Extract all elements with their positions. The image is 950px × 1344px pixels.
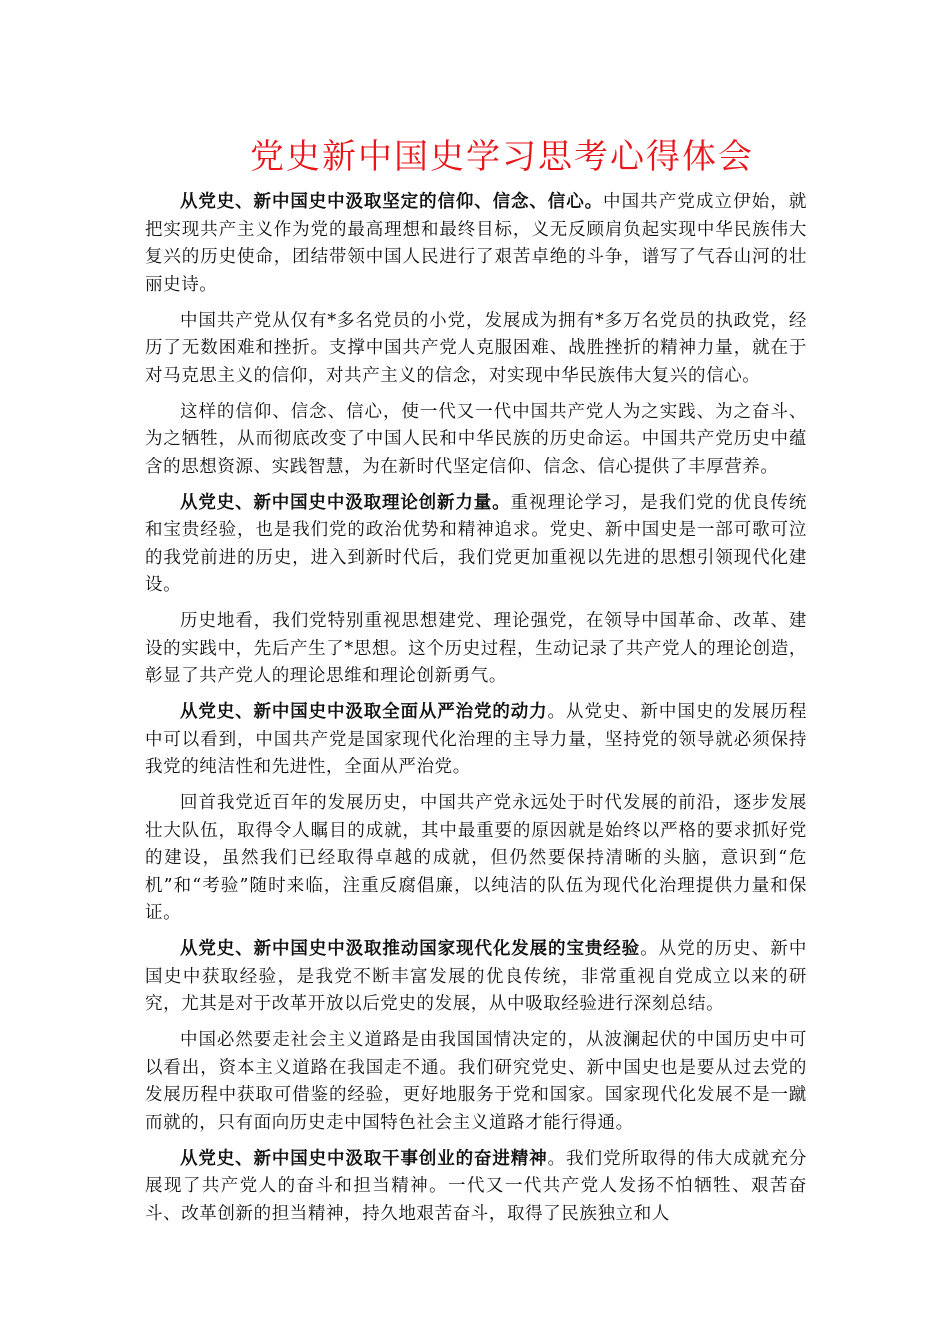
paragraph-text: 中国共产党从仅有*多名党员的小党，发展成为拥有*多万名党员的执政党，经历了无数困难和挫折。支撑中国共产党人克服困难、战胜挫折的精神力量，就在于对马克思主义的信仰，对共产主义的信念，对实现中华民族伟大复兴的信心。 <box>145 310 807 386</box>
paragraph-text: 。我们党所取得的伟大成就充分展现了共产党人的奋斗和担当精神。一代又一代共产党人发扬不怕牺牲、艰苦奋斗、改革创新的担当精神，持久地艰苦奋斗，取得了民族独立和人 <box>145 1148 807 1224</box>
paragraph-lead: 从党史、新中国史中汲取干事创业的奋进精神 <box>180 1148 548 1169</box>
paragraph-5 <box>145 608 807 691</box>
paragraph-lead: 从党史、新中国史中汲取坚定的信仰、信念、信心。 <box>180 192 603 212</box>
document-title: 党史新中国史学习思考心得体会 <box>250 137 754 177</box>
paragraph-text: 中国必然要走社会主义道路是由我国国情决定的，从波澜起伏的中国历史中可以看出，资本主义道路在我国走不通。我们研究党史、新中国史也是要从过去党的发展历程中获取可借鉴的经验，更好地服务于党和国家。国家现代化发展不是一蹴而就的，只有面向历史走中国特色社会主义道路才能行得通。 <box>145 1030 807 1133</box>
paragraph-2 <box>145 308 807 391</box>
paragraph-text: 。从党史、新中国史的发展历程中可以看到，中国共产党是国家现代化治理的主导力量，坚持党的领导就必须保持我党的纯洁性和先进性，全面从严治党。 <box>145 702 807 777</box>
paragraph-4 <box>145 490 807 600</box>
paragraph-text: 。从党的历史、新中国史中获取经验，是我党不断丰富发展的优良传统，非常重视自党成立以来的研究，尤其是对于改革开放以后党史的发展，从中吸取经验进行深刻总结。 <box>145 939 808 1014</box>
paragraph-10 <box>145 1146 807 1229</box>
paragraph-text: 重视理论学习，是我们党的优良传统和宝贵经验，也是我们党的政治优势和精神追求。党史、新中国史是一部可歌可泣的我党前进的历史，进入到新时代后，我们党更加重视以先进的思想引领现代化建设。 <box>145 492 807 595</box>
paragraph-lead: 从党史、新中国史中汲取推动国家现代化发展的宝贵经验 <box>180 939 641 959</box>
paragraph-7 <box>145 790 807 928</box>
paragraph-lead: 从党史、新中国史中汲取全面从严治党的动力 <box>180 702 548 722</box>
paragraph-text: 历史地看，我们党特别重视思想建党、理论强党，在领导中国革命、改革、建设的实践中，先后产生了*思想。这个历史过程，生动记录了共产党人的理论创造，彰显了共产党人的理论思维和理论创新勇气。 <box>145 611 807 686</box>
paragraph-text: 回首我党近百年的发展历史，中国共产党永远处于时代发展的前沿，逐步发展壮大队伍，取得令人瞩目的成就，其中最重要的原因就是始终以严格的要求抓好党的建设，虽然我们已经取得卓越的成就，但仍然要保持清晰的头脑，意识到“危机”和“考验”随时来临，注重反腐倡廉，以纯洁的队伍为现代化治理提供力量和保证。 <box>145 793 807 923</box>
paragraph-6 <box>145 699 807 782</box>
document-body <box>145 189 807 1237</box>
paragraph-text: 这样的信仰、信念、信心，使一代又一代中国共产党人为之实践、为之奋斗、为之牺牲，从而彻底改变了中国人民和中华民族的历史命运。中国共产党历史中蕴含的思想资源、实践智慧，为在新时代坚定信仰、信念、信心提供了丰厚营养。 <box>145 401 807 477</box>
paragraph-8 <box>145 936 807 1019</box>
paragraph-1 <box>145 189 807 299</box>
paragraph-text: 中国共产党成立伊始，就把实现共产主义作为党的最高理想和最终目标，义无反顾肩负起实现中华民族伟大复兴的历史使命，团结带领中国人民进行了艰苦卓绝的斗争，谱写了气吞山河的壮丽史诗。 <box>145 192 807 295</box>
paragraph-3 <box>145 399 807 482</box>
paragraph-lead: 从党史、新中国史中汲取理论创新力量。 <box>180 492 511 513</box>
paragraph-9 <box>145 1027 807 1137</box>
